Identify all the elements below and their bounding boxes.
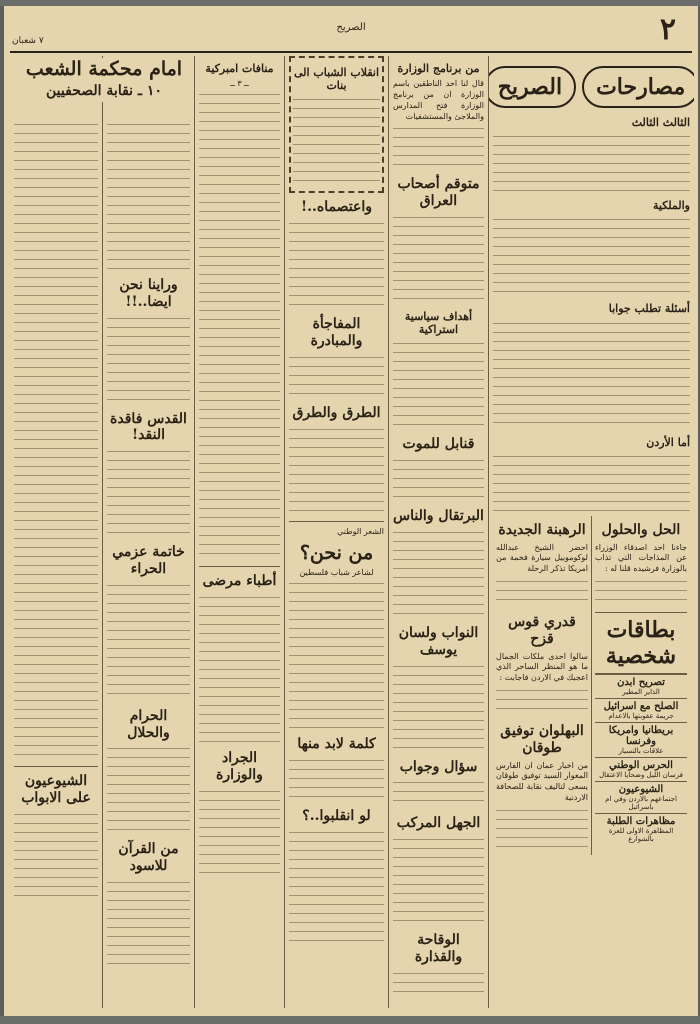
article-headline: وراينا نحن ايضا..!! — [119, 277, 178, 310]
article-body — [393, 125, 484, 170]
newspaper-page — [4, 6, 698, 1016]
article-headline: قدري قوس قزح — [508, 613, 576, 647]
article-headline: الشيوعيون على الابواب — [21, 773, 91, 806]
article-headline: الرهبنة الجديدة — [498, 521, 586, 538]
subcolumn-left — [493, 516, 592, 855]
article-headline: متوقم أصحاب العراق — [397, 176, 480, 210]
article-lead: سالوا احدى ملكات الجمال ما هو المنظر الساحر الذي اعجبك في الاردن فاجابت : — [496, 651, 588, 683]
section-heading: أما الأردن — [646, 435, 690, 449]
column-5 — [102, 56, 194, 1008]
article-headline: من القرآن للاسود — [118, 841, 179, 875]
card-sub: الذاير المطير — [622, 687, 660, 696]
masthead-logo — [493, 66, 690, 108]
article-headline: انقلاب الشباب الى بنات — [293, 66, 380, 93]
article-body — [393, 214, 484, 304]
article-headline: الطرق والطرق — [292, 404, 381, 421]
article-headline: قنابل للموت — [402, 436, 475, 453]
boxed-article — [289, 56, 384, 193]
poem-author: لشاعر شباب فلسطين — [299, 568, 374, 578]
card-title: الصلح مع اسرائيل — [603, 700, 679, 712]
article-lead: احضر الشيخ عبدالله لوكوموبيل سيارة فخمة من امريكا تذكر الرحلة — [496, 542, 588, 574]
article-headline: لو انقلبوا..؟ — [302, 808, 371, 825]
article-body — [393, 457, 484, 502]
article-headline: كلمة لابد منها — [297, 736, 376, 753]
lower-subcolumns — [493, 516, 690, 855]
card-item — [595, 813, 687, 845]
banner-subtitle: ١٠ ـ نقابة الصحفيين — [46, 82, 162, 99]
article-body — [289, 220, 384, 310]
card-title: الشيوعيون — [618, 783, 664, 795]
article-headline: النواب ولسان يوسف — [398, 624, 479, 658]
article-headline: أهداف سياسية استراكية — [404, 309, 473, 337]
article-body — [493, 133, 690, 193]
card-title: الحرس الوطني — [609, 759, 673, 771]
column-4 — [194, 56, 284, 1008]
card-item — [595, 781, 687, 813]
poem-body — [289, 580, 384, 730]
column-1 — [488, 56, 694, 1008]
article-lead: من اخبار عمان ان الفارس المغوار السيد توفيق طوقان يسعى لتاليف نقابة للصحافة الاردنية — [496, 760, 588, 802]
article-body — [289, 426, 384, 516]
page-number: ٢ — [659, 12, 676, 47]
card-sub: جريمة عقوبتها بالاعدام — [608, 711, 674, 720]
card-sub: علاقات بالتسيار — [618, 746, 664, 755]
article-headline: القدس فاقدة النقد! — [110, 410, 187, 444]
card-item — [595, 674, 687, 698]
section-heading: والملكية — [652, 199, 690, 213]
article-body — [199, 91, 280, 561]
article-body — [289, 354, 384, 399]
scan-border-bottom — [0, 1016, 700, 1024]
divider — [289, 521, 384, 522]
article-body — [14, 811, 98, 901]
poem-headline: من نحن؟ — [299, 541, 374, 564]
article-body — [496, 578, 588, 608]
article-body — [493, 216, 690, 296]
cards-section-title: بطاقات شخصية — [595, 612, 687, 674]
article-headline: الجراد والوزارة — [216, 749, 263, 783]
article-body — [107, 745, 190, 835]
article-body — [107, 315, 190, 405]
masthead-word: الصريح — [488, 66, 576, 108]
article-body — [393, 663, 484, 753]
series-banner — [14, 58, 194, 102]
card-item — [595, 757, 687, 781]
issue-date: ٧ شعبان — [12, 36, 44, 46]
article-body — [496, 687, 588, 717]
article-body — [289, 829, 384, 949]
article-headline: البرتقال والناس — [393, 508, 484, 525]
article-body — [107, 879, 190, 969]
section-heading: أسئلة تطلب جوابا — [608, 302, 690, 316]
article-headline: منافات امبركية — [205, 62, 274, 75]
paper-name: الصريح — [336, 22, 366, 33]
article-body — [393, 340, 484, 430]
article-headline: البهلوان توفيق طوقان — [500, 722, 584, 756]
card-title: تصريح ابدن — [617, 676, 665, 688]
article-headline: الوقاحة والقذارة — [414, 932, 463, 965]
article-part: ــ ٣ ــ — [230, 79, 249, 89]
card-sub: فرسان الليل وضحايا الاعتقال — [599, 770, 683, 779]
article-body — [293, 96, 380, 186]
article-body — [199, 788, 280, 878]
article-headline: الحل والحلول — [601, 521, 681, 538]
article-body — [496, 807, 588, 852]
card-title: بريطانيا وامريكا وفرنسا — [608, 724, 674, 747]
subcolumn-right — [592, 516, 690, 855]
article-headline: الحرام والحلال — [127, 707, 170, 741]
header-rule — [10, 51, 692, 53]
article-body — [289, 757, 384, 802]
article-headline: أطباء مرضى — [202, 573, 277, 590]
article-body — [393, 970, 484, 1000]
article-body — [493, 453, 690, 513]
article-body — [14, 121, 98, 761]
section-tag: الشعر الوطني — [337, 526, 384, 536]
section-heading: الثالث الثالث — [631, 116, 690, 129]
article-headline: سؤال وجواب — [399, 758, 478, 775]
article-body — [393, 529, 484, 619]
article-headline: من برنامج الوزارة — [397, 62, 480, 75]
article-headline: واعتصماه..! — [301, 199, 372, 216]
column-3 — [284, 56, 388, 1008]
card-title: مظاهرات الطلبة — [606, 815, 676, 827]
divider — [14, 766, 98, 767]
article-headline: المفاجأة والمبادرة — [310, 316, 363, 349]
masthead-word: مصارحات — [582, 66, 694, 108]
article-body — [107, 582, 190, 702]
article-headline: الجهل المركب — [396, 815, 481, 832]
article-lead: قال لنا احد الناطقين باسم الوزارة ان من برنامج الوزارة فتح المدارس والملاجئ والمستشفيات — [393, 79, 484, 121]
article-body — [595, 578, 687, 608]
divider — [199, 566, 280, 567]
column-2 — [388, 56, 488, 1008]
article-body — [107, 121, 190, 271]
column-6 — [10, 56, 102, 1008]
card-sub: المظاهرة الاولى للعزة بالشوارع — [608, 826, 674, 843]
banner-title: امام محكمة الشعب — [25, 58, 183, 80]
article-body — [199, 594, 280, 744]
article-body — [107, 448, 190, 538]
article-lead: جاءنا احد اصدقاء الوزراء عن المذاجات التي تذاب بالوزارة فرشيده قلنا له : — [595, 542, 687, 574]
article-body — [393, 836, 484, 926]
card-item — [595, 698, 687, 722]
article-body — [393, 779, 484, 809]
article-body — [493, 320, 690, 430]
card-item — [595, 722, 687, 757]
card-sub: اجتماعهم بالاردن وفي ام باسرائيل — [605, 794, 677, 811]
article-headline: خاتمة عزمي الحراء — [112, 544, 185, 577]
